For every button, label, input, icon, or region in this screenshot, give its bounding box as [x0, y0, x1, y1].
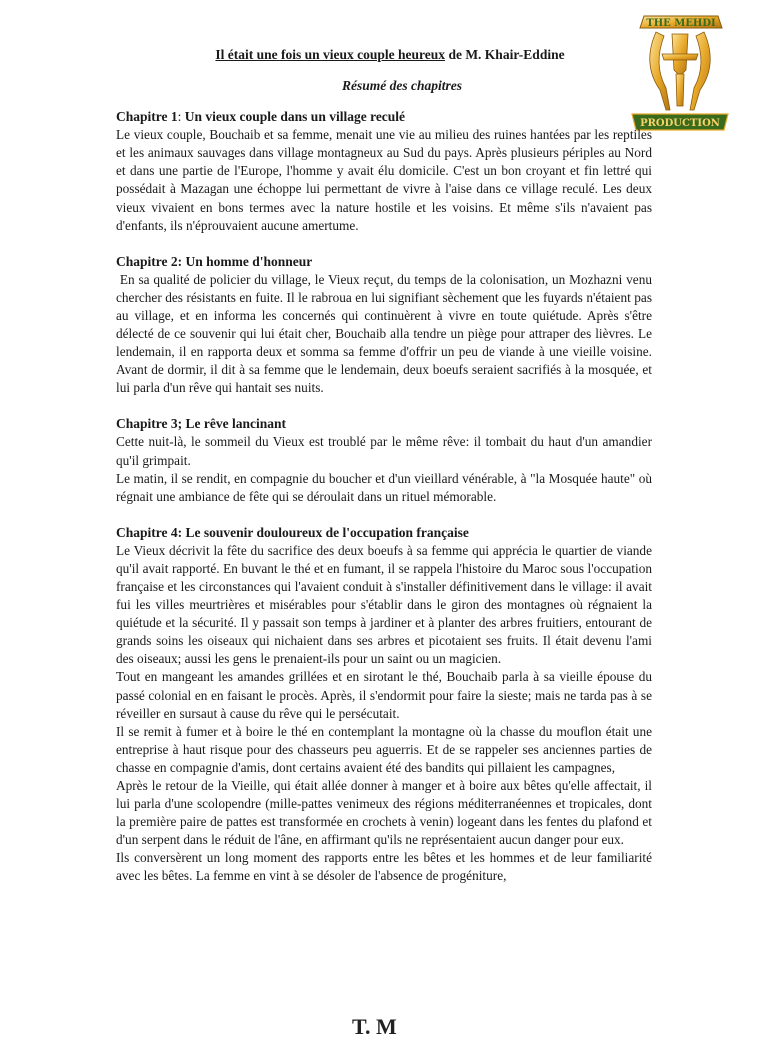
chapter-section: [116, 108, 652, 235]
chapter-heading: [116, 415, 652, 433]
chapter-separator: :: [177, 524, 186, 540]
chapter-paragraph: Après le retour de la Vieille, qui était allée donner à manger et à boire aux bêtes qu'elle affectait, il lui parla d'une scolopendre (mille-pattes venimeux des régions méditerranéennes et tropicales, dont la première paire de pattes est transformée en crochets à venin) logeant dans les fentes du plafond et d'un serpent dans le réduit de l'âne, en affirmant qu'ils ne représentaient aucun danger pour eux.: [116, 778, 652, 848]
chapter-separator: :: [177, 109, 185, 125]
chapter-paragraph: Ils conversèrent un long moment des rapports entre les bêtes et les hommes et de leur familiarité avec les bêtes. La femme en vint à se désoler de l'absence de progéniture,: [116, 850, 652, 884]
chapter-number: Chapitre 2: [116, 253, 178, 269]
chapter-heading: [116, 108, 652, 126]
author-name: de M. Khair-Eddine: [445, 47, 565, 62]
chapter-paragraph: Le Vieux décrivit la fête du sacrifice des deux boeufs à sa femme qui apprécia le quartier de viande qu'il avait rapporté. En buvant le thé et en fumant, il se rappela l'histoire du Maroc sous l'occupation française et les circonstances qui l'avaient conduit à s'installer définitivement dans le village: il avait fui les villes meurtrières et misérables pour s'établir dans le giron des montagnes où régnaient la quiétude et la sécurité. Il y passait son temps à jardiner et à planter des arbres fruitiers, entourant de grands soins les oiseaux qui nichaient dans ses arbres et picotaient ses fruits. Il était devenu l'ami des oiseaux; aussi les gens le prenaient-ils pour un saint ou un magicien.: [116, 542, 652, 667]
chapter-paragraph: Le vieux couple, Bouchaib et sa femme, menait une vie au milieu des ruines hantées par les reptiles et les animaux sauvages dans village montagneux au Sud du pays. Après plusieurs périples au Nord et dans une partie de l'Europe, l'homme y avait élu domicile. C'est un bon croyant et fin lettré qui possédait à Mazagan une échoppe lui permettant de vivre à l'aise dans ce village reculé. Les deux vieux vivaient en bons termes avec la nature hostile et les voisins. Et même s'ils n'avaient pas d'enfants, ils n'éprouvaient aucune amertume.: [116, 127, 652, 233]
chapter-number: Chapitre 1: [116, 109, 178, 125]
chapter-heading: [116, 253, 652, 271]
svg-text:THE MEHDI: THE MEHDI: [646, 18, 716, 29]
chapter-section: [116, 524, 652, 886]
document-body: [116, 46, 656, 904]
chapter-list: [116, 108, 656, 885]
chapter-section: [116, 253, 656, 398]
svg-text:PRODUCTION: PRODUCTION: [640, 118, 720, 129]
book-title: Il était une fois un vieux couple heureux: [215, 47, 446, 62]
chapter-heading: [116, 524, 652, 542]
chapter-title: Le rêve lancinant: [185, 416, 287, 432]
chapter-section: [116, 415, 652, 505]
chapter-title: Un vieux couple dans un village reculé: [184, 109, 406, 125]
chapter-separator: :: [177, 253, 186, 269]
document-subtitle: Résumé des chapitres: [342, 78, 462, 94]
footer-fragment: T. M: [352, 1014, 397, 1039]
chapter-title: Le souvenir douloureux de l'occupation française: [185, 524, 469, 540]
chapter-paragraph: Cette nuit-là, le sommeil du Vieux est troublé par le même rêve: il tombait du haut d'un amandier qu'il grimpait.: [116, 434, 652, 468]
chapter-paragraph: En sa qualité de policier du village, le Vieux reçut, du temps de la colonisation, un Mozhazni venu chercher des résistants en fuite. Il le rabroua en lui signifiant sèchement que les fuyards n'étaient pas au village, et en informa les concernés qui continuèrent à vivre en toute quiétude. Après s'être délecté de ce souvenir qui lui était cher, Bouchaib alla tendre un piège pour attraper des lièvres. Le lendemain, il en rapporta deux et somma sa femme d'offrir un peu de viande à une vieille voisine. Avant de dormir, il dit à sa femme que le lendemain, deux boeufs seraient sacrifiés à la mosquée, et lui parla d'un rêve qui hantait ses nuits.: [116, 271, 656, 396]
chapter-paragraph: Tout en mangeant les amandes grillées et en sirotant le thé, Bouchaib parla à sa vieille épouse du passé colonial en en faisant le procès. Après, il s'endormit pour faire la sieste; mais ne tarda pas à se réveiller en sursaut à cause du rêve qui le persécutait.: [116, 669, 652, 721]
chapter-number: Chapitre 4: [116, 524, 178, 540]
chapter-separator: ;: [177, 416, 186, 432]
chapter-number: Chapitre 3: [116, 416, 178, 432]
chapter-paragraph: Le matin, il se rendit, en compagnie du boucher et d'un vieillard vénérable, à "la Mosquée haute" où régnait une ambiance de fête qui se déroulait dans un rituel mémorable.: [116, 470, 652, 504]
document-title: [128, 46, 652, 64]
chapter-title: Un homme d'honneur: [185, 253, 313, 269]
chapter-paragraph: Il se remit à fumer et à boire le thé en contemplant la montagne où la chasse du mouflon était une entreprise à haut risque pour des chasseurs peu aguerris. Et de se rappeler ses anciennes parties de chasse en compagnie d'amis, dont certains avaient été des bandits qui pillaient les campagnes,: [116, 723, 652, 775]
